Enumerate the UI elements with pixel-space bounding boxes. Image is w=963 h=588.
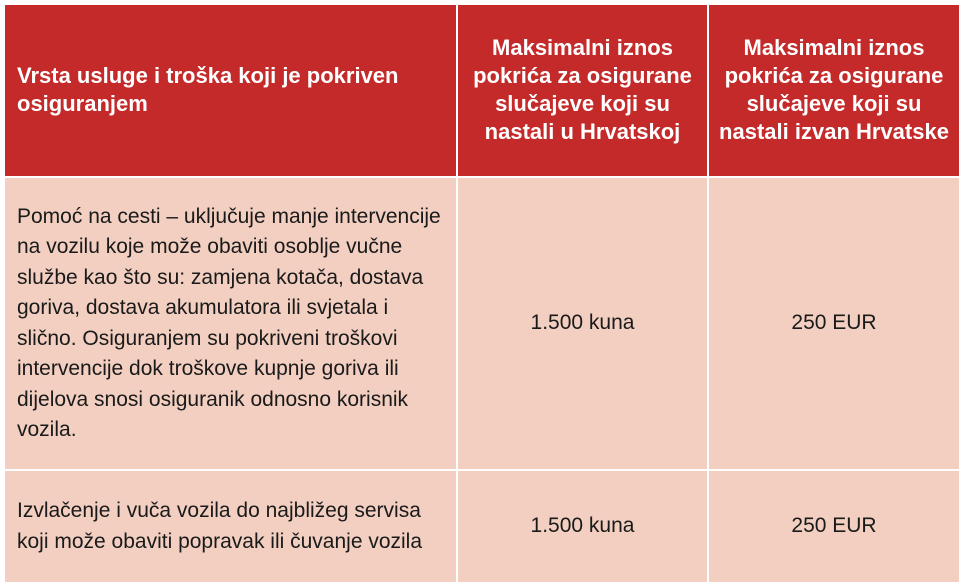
row-service-text: Izvlačenje i vuča vozila do najbližeg servisa koji može obaviti popravak ili čuvanje vozila xyxy=(17,499,423,553)
row-abroad-amount-cell xyxy=(708,470,960,583)
table-header-row xyxy=(4,4,960,177)
row-croatia-amount-cell xyxy=(457,177,708,471)
row-service-cell xyxy=(4,177,457,471)
row-croatia-amount-cell xyxy=(457,470,708,583)
header-service-type xyxy=(4,4,457,177)
header-service-type-label: Vrsta usluge i troška koji je pokriven osiguranjem xyxy=(17,63,399,117)
header-max-coverage-croatia xyxy=(457,4,708,177)
table-row xyxy=(4,470,960,583)
header-max-coverage-abroad-label: Maksimalni iznos pokrića za osigurane slučajeve koji su nastali izvan Hrvatske xyxy=(719,35,949,145)
header-max-coverage-croatia-label: Maksimalni iznos pokrića za osigurane slučajeve koji su nastali u Hrvatskoj xyxy=(473,35,692,145)
row-croatia-amount: 1.500 kuna xyxy=(530,311,635,335)
row-abroad-amount-cell xyxy=(708,177,960,471)
row-service-cell xyxy=(4,470,457,583)
row-croatia-amount: 1.500 kuna xyxy=(530,514,635,538)
row-abroad-amount: 250 EUR xyxy=(791,311,877,335)
row-abroad-amount: 250 EUR xyxy=(791,514,877,538)
coverage-table xyxy=(3,3,961,584)
header-max-coverage-abroad xyxy=(708,4,960,177)
row-service-text: Pomoć na cesti – uključuje manje intervencije na vozilu koje može obaviti osoblje vučne službe kao što su: zamjena kotača, dostava goriva, dostava akumulatora ili svjetala i slično. Osiguranjem su pokriveni troškovi intervencije dok troškove kupnje goriva ili dijelova snosi osiguranik odnosno korisnik vozila. xyxy=(17,204,441,442)
table-row xyxy=(4,177,960,471)
